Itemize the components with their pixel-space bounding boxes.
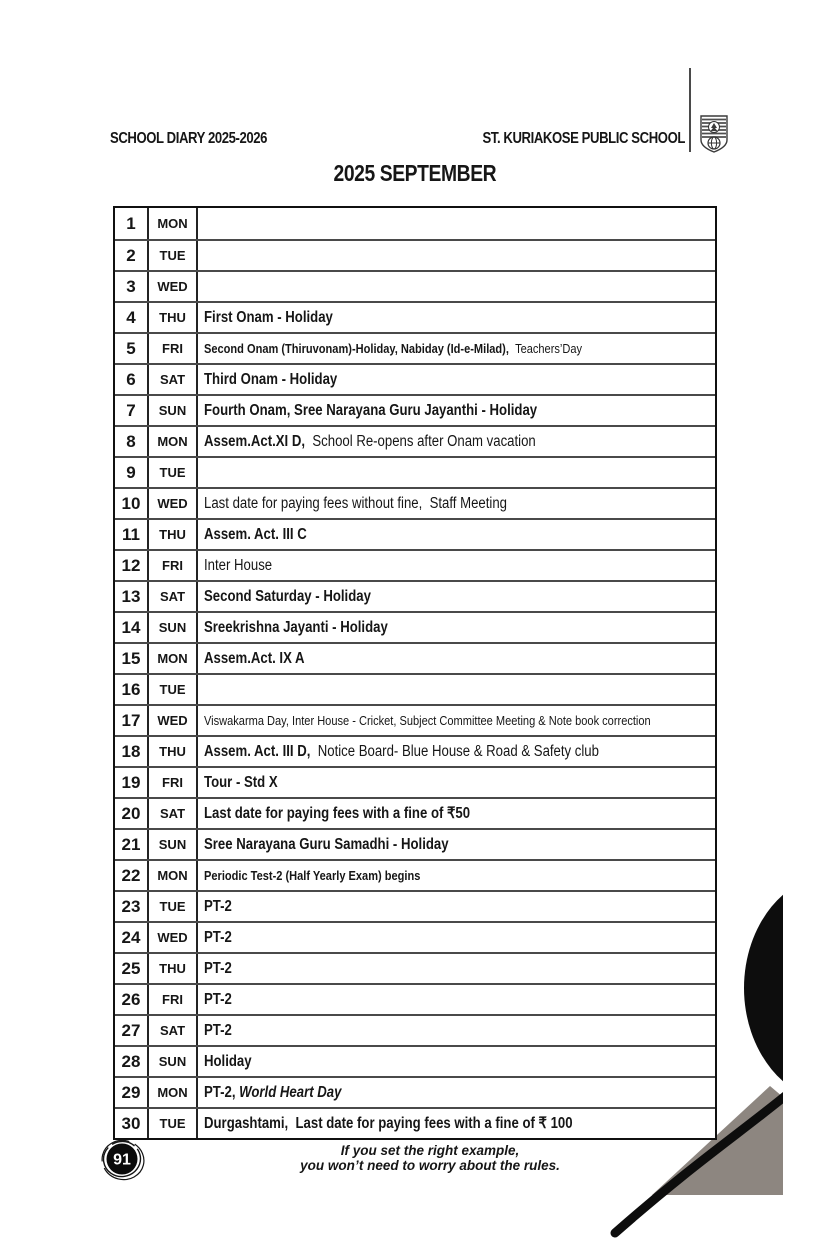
events-text [204,836,449,854]
day-cell: SAT [147,365,198,394]
events-cell [198,520,715,549]
events-text [204,1053,252,1071]
date-cell: 7 [126,400,136,420]
calendar-row [115,1076,715,1107]
events-text [204,804,470,823]
calendar-table [113,206,717,1140]
day-cell: FRI [147,551,198,580]
date-cell: 29 [121,1082,141,1102]
event-segment: Last date for paying fees with a fine of ₹50 [204,805,471,822]
day-cell: WED [147,489,198,518]
calendar-row [115,1014,715,1045]
events-text [204,588,371,606]
calendar-row [115,642,715,673]
event-segment: Second Saturday - Holiday [204,587,371,605]
day-cell: WED [147,706,198,735]
day-cell: SAT [147,582,198,611]
date-cell: 2 [126,245,136,265]
events-text [204,713,651,728]
event-segment: Second Onam (Thiruvonam)-Holiday, Nabiday (Id-e-Milad), [204,341,516,356]
events-cell [198,985,715,1014]
day-cell: MON [147,208,198,239]
footer-quote-line2: you won’t need to worry about the rules. [300,1158,560,1173]
events-cell [198,489,715,518]
date-cell: 5 [126,338,136,358]
day-cell: MON [147,644,198,673]
day-cell: MON [147,861,198,890]
calendar-row [115,580,715,611]
calendar-row [115,797,715,828]
date-cell: 9 [126,462,136,482]
day-cell: THU [147,520,198,549]
events-cell [198,799,715,828]
events-text [204,557,272,575]
day-cell: FRI [147,985,198,1014]
events-text [204,743,599,761]
events-text [204,991,232,1009]
calendar-row [115,239,715,270]
diary-title [110,130,301,148]
event-segment: PT-2 [204,928,232,946]
calendar-row [115,487,715,518]
events-cell [198,1047,715,1076]
event-segment: Assem.Act. IX A [204,649,305,667]
events-text [204,619,388,637]
event-segment: Teachers’Day [515,341,583,356]
events-cell [198,706,715,735]
events-cell [198,830,715,859]
events-cell [198,365,715,394]
event-segment: Tour - Std X [204,773,278,791]
school-name-text: ST. KURIAKOSE PUBLIC SCHOOL [482,130,685,147]
date-cell: 16 [121,679,141,699]
day-cell: THU [147,954,198,983]
event-segment: PT-2 [204,959,232,977]
events-text [204,495,507,513]
events-text [204,1084,341,1102]
event-segment: Viswakarma Day, Inter House - Cricket, Subject Committee Meeting & Note book correction [204,713,651,728]
calendar-row [115,363,715,394]
day-cell: SAT [147,799,198,828]
calendar-row [115,1045,715,1076]
event-segment: Notice Board- Blue House & Road & Safety club [317,742,599,760]
page-title [113,160,717,187]
day-cell: THU [147,737,198,766]
event-segment: Last date for paying fees without fine, Staff Meeting [204,494,507,512]
calendar-row [115,766,715,797]
date-cell: 14 [121,617,141,637]
event-segment: PT-2 [204,1021,232,1039]
events-cell [198,737,715,766]
event-segment: Holiday [204,1052,252,1070]
event-segment: Fourth Onam, Sree Narayana Guru Jayanthi - Holiday [204,401,538,419]
events-text [204,1022,232,1040]
calendar-row [115,673,715,704]
date-cell: 24 [121,927,141,947]
events-text [204,371,337,389]
events-cell [198,334,715,363]
day-cell: SUN [147,613,198,642]
events-text [204,341,582,356]
school-name [438,130,685,148]
date-cell: 28 [121,1051,141,1071]
calendar-row [115,983,715,1014]
calendar-row [115,735,715,766]
events-text [204,309,333,327]
events-text [204,774,278,792]
events-text [204,898,232,916]
events-cell [198,303,715,332]
events-cell [198,1016,715,1045]
event-segment: World Heart Day [239,1083,342,1101]
day-cell: MON [147,427,198,456]
date-cell: 12 [121,555,141,575]
date-cell: 30 [121,1113,141,1133]
day-cell: SUN [147,396,198,425]
event-segment: Assem. Act. III D, [204,742,318,760]
day-cell: SUN [147,830,198,859]
date-cell: 17 [121,710,141,730]
events-text [204,929,232,947]
events-cell [198,892,715,921]
events-text [204,526,307,544]
calendar-row [115,549,715,580]
day-cell: TUE [147,458,198,487]
events-cell [198,551,715,580]
day-cell: FRI [147,334,198,363]
events-cell [198,644,715,673]
calendar-row [115,859,715,890]
events-text [204,1114,573,1133]
day-cell: THU [147,303,198,332]
page-number: 91 [113,1151,131,1169]
event-segment: Sreekrishna Jayanti - Holiday [204,618,388,636]
calendar-row [115,394,715,425]
footer-quote-line1: If you set the right example, [340,1143,520,1158]
day-cell: TUE [147,892,198,921]
date-cell: 15 [121,648,141,668]
date-cell: 25 [121,958,141,978]
date-cell: 19 [121,772,141,792]
day-cell: FRI [147,768,198,797]
date-cell: 23 [121,896,141,916]
date-cell: 4 [126,307,136,327]
date-cell: 26 [121,989,141,1009]
date-cell: 18 [121,741,141,761]
calendar-row [115,456,715,487]
calendar-row [115,332,715,363]
calendar-row [115,611,715,642]
calendar-row [115,952,715,983]
day-cell: SUN [147,1047,198,1076]
events-cell [198,272,715,301]
calendar-row [115,1107,715,1138]
events-text [204,868,420,883]
day-cell: TUE [147,241,198,270]
footer-quote [113,1143,747,1173]
date-cell: 21 [121,834,141,854]
day-cell: MON [147,1078,198,1107]
event-segment: PT-2 [204,990,232,1008]
calendar-row [115,518,715,549]
event-segment: First Onam - Holiday [204,308,333,326]
events-cell [198,427,715,456]
calendar-row [115,270,715,301]
day-cell: WED [147,272,198,301]
events-cell [198,954,715,983]
calendar-row [115,890,715,921]
events-text [204,960,232,978]
events-cell [198,208,715,239]
calendar-row [115,921,715,952]
event-segment: Third Onam - Holiday [204,370,338,388]
date-cell: 11 [122,524,140,544]
events-text [204,402,537,420]
day-cell: WED [147,923,198,952]
events-cell [198,768,715,797]
events-cell [198,675,715,704]
events-text [204,433,536,451]
events-cell [198,923,715,952]
date-cell: 13 [121,586,141,606]
event-segment: Sree Narayana Guru Samadhi - Holiday [204,835,449,853]
events-cell [198,1109,715,1138]
calendar-row [115,301,715,332]
decor-black-circle [744,873,783,1103]
events-cell [198,582,715,611]
date-cell: 6 [126,369,136,389]
calendar-row [115,828,715,859]
diary-title-text: SCHOOL DIARY 2025-2026 [110,130,268,147]
date-cell: 1 [126,213,136,233]
calendar-row [115,425,715,456]
date-cell: 10 [121,493,141,513]
calendar-row [115,704,715,735]
events-cell [198,861,715,890]
event-segment: School Re-opens after Onam vacation [312,432,536,450]
events-cell [198,241,715,270]
events-cell [198,1078,715,1107]
event-segment: Assem.Act.XI D, [204,432,313,450]
date-cell: 8 [126,431,136,451]
header-divider [689,68,691,152]
event-segment: Inter House [204,556,273,574]
events-cell [198,458,715,487]
date-cell: 3 [126,276,136,296]
events-text [204,650,305,668]
day-cell: SAT [147,1016,198,1045]
day-cell: TUE [147,675,198,704]
event-segment: PT-2 [204,897,232,915]
event-segment: PT-2, [204,1083,240,1101]
page-title-text: 2025 SEPTEMBER [333,160,497,186]
date-cell: 20 [121,803,141,823]
events-cell [198,396,715,425]
event-segment: Assem. Act. III C [204,525,307,543]
school-crest-icon [699,115,729,158]
calendar-row [115,208,715,239]
day-cell: TUE [147,1109,198,1138]
date-cell: 22 [121,865,141,885]
events-cell [198,613,715,642]
event-segment: Periodic Test-2 (Half Yearly Exam) begins [204,868,421,883]
date-cell: 27 [121,1020,141,1040]
event-segment: Durgashtami, Last date for paying fees with a fine of ₹ 100 [204,1115,573,1132]
